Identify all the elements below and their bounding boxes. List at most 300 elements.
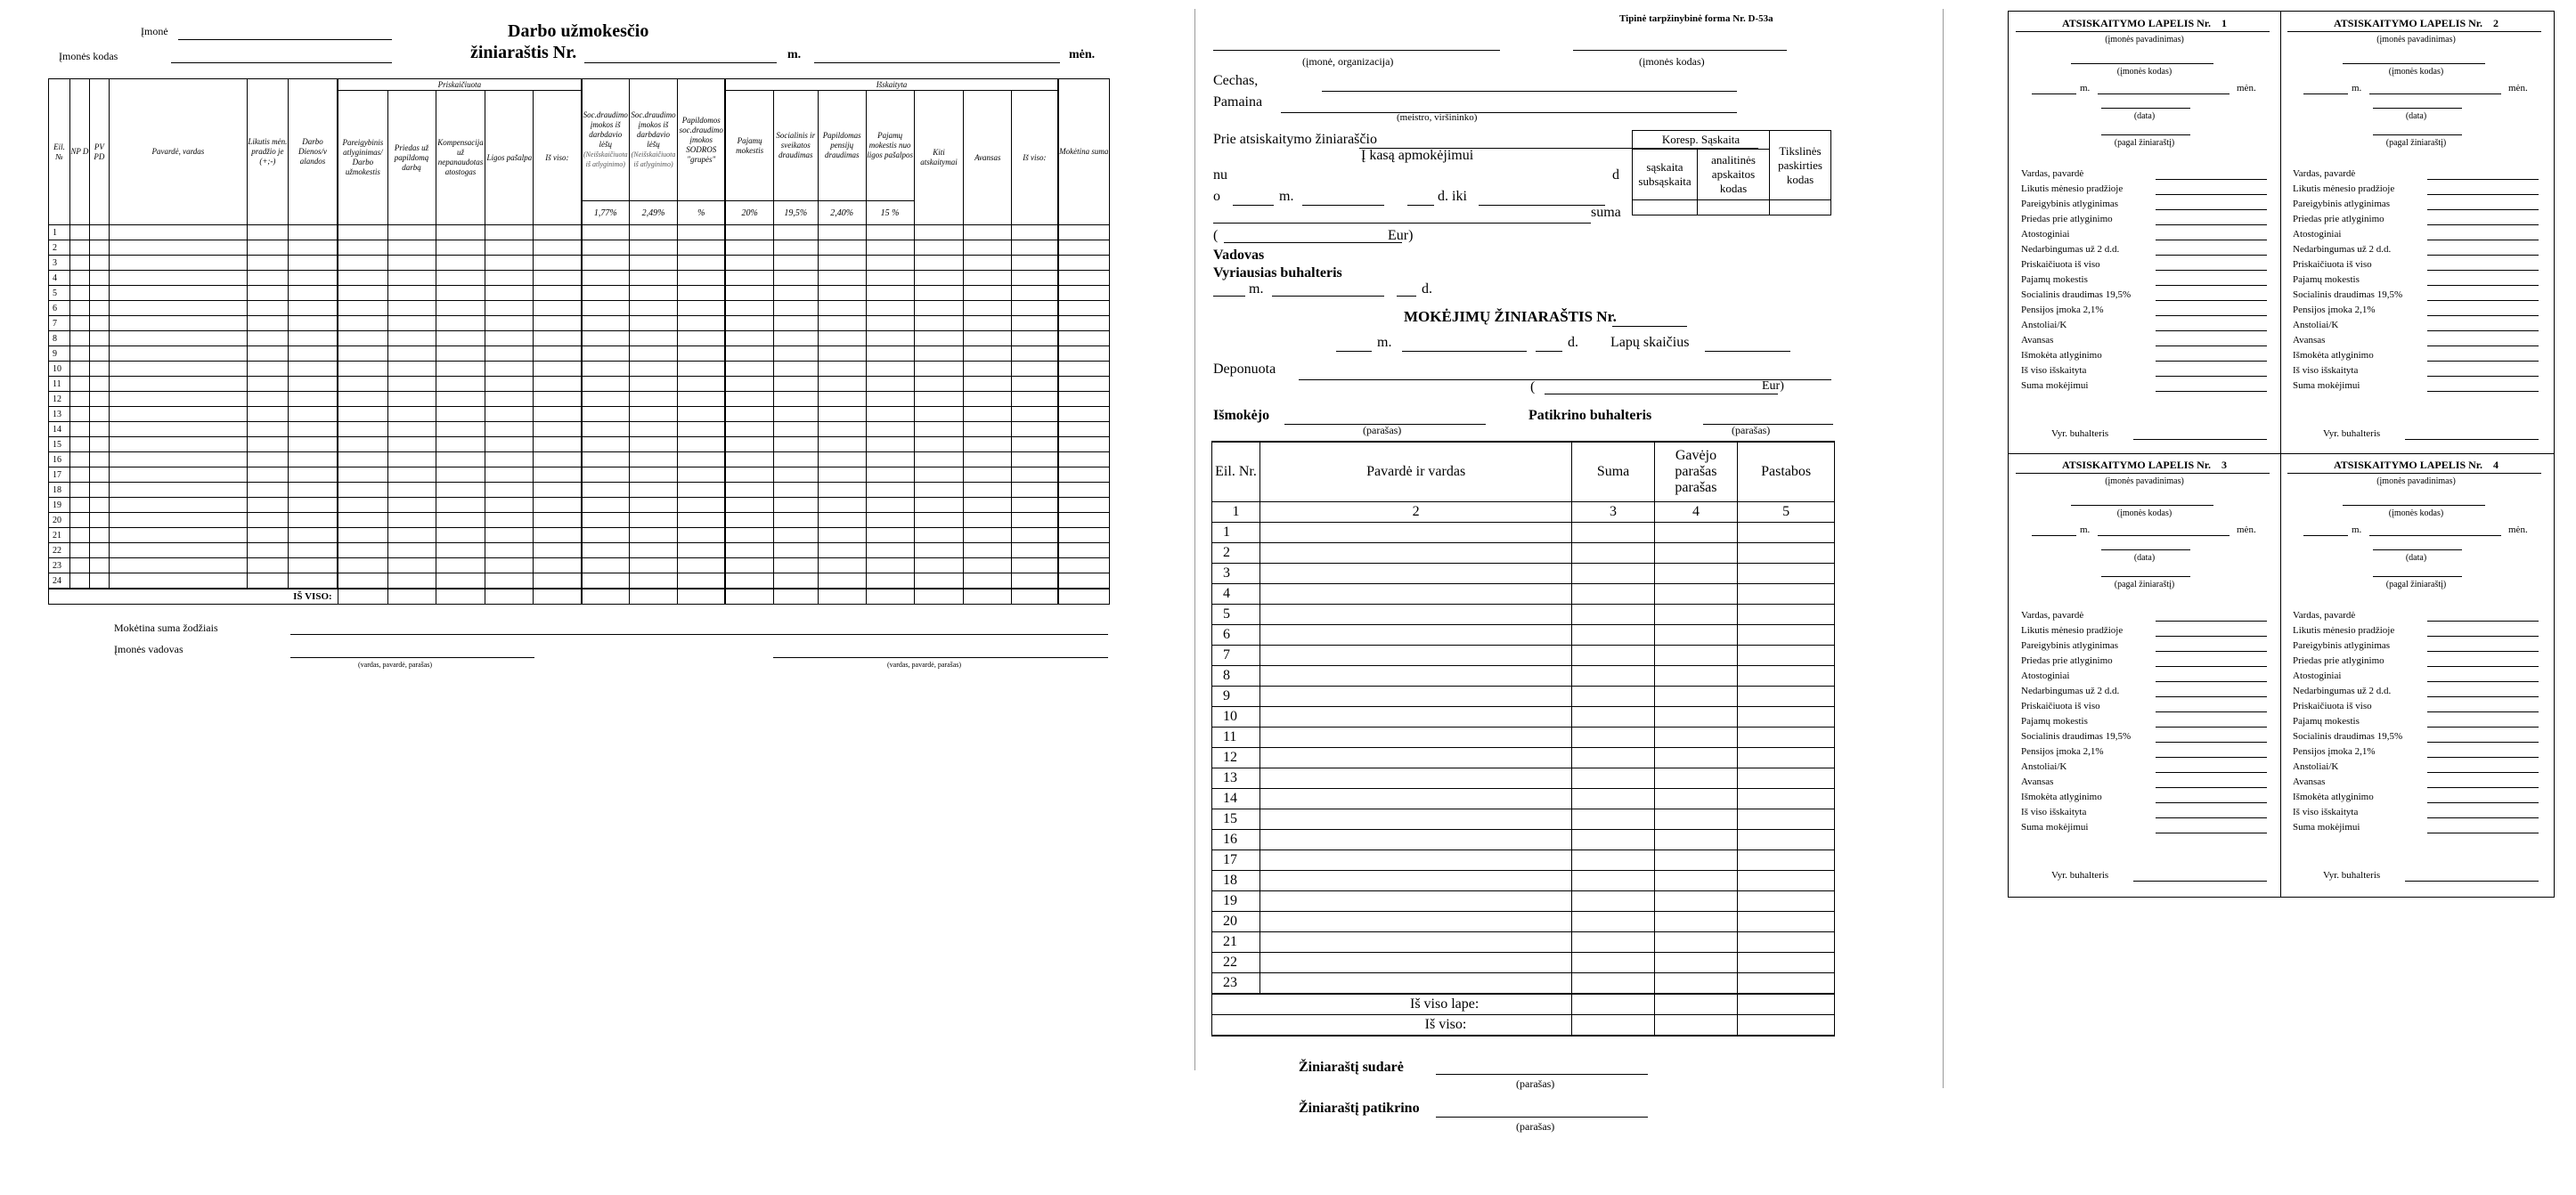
table-cell[interactable]	[582, 528, 630, 543]
slip-item-field[interactable]	[2427, 179, 2539, 180]
table-cell[interactable]	[109, 225, 247, 240]
table-cell[interactable]	[109, 558, 247, 573]
table-cell[interactable]	[89, 498, 109, 513]
slip-item-field[interactable]	[2156, 787, 2267, 788]
table-cell[interactable]	[534, 392, 582, 407]
table-cell[interactable]	[866, 225, 914, 240]
company-field[interactable]	[178, 39, 392, 40]
table-cell[interactable]	[436, 422, 485, 437]
table-cell[interactable]	[1572, 973, 1654, 995]
table-cell[interactable]	[387, 316, 436, 331]
table-cell[interactable]	[1572, 789, 1654, 809]
table-cell[interactable]	[109, 331, 247, 346]
table-cell[interactable]	[866, 392, 914, 407]
table-cell[interactable]	[109, 543, 247, 558]
table-cell[interactable]	[338, 452, 387, 467]
table-cell[interactable]	[1012, 407, 1058, 422]
slip-item-field[interactable]	[2427, 345, 2539, 346]
table-cell[interactable]	[964, 271, 1012, 286]
company-code-field[interactable]	[2071, 63, 2213, 64]
slip-pagal-field[interactable]	[2101, 576, 2190, 577]
table-cell[interactable]	[1572, 932, 1654, 953]
table-cell[interactable]	[338, 558, 387, 573]
table-cell[interactable]	[964, 362, 1012, 377]
slip-item-field[interactable]	[2156, 651, 2267, 652]
table-cell[interactable]	[387, 407, 436, 422]
table-cell[interactable]	[1058, 422, 1110, 437]
table-cell[interactable]	[247, 513, 288, 528]
sum-words-field[interactable]	[290, 634, 1108, 635]
table-cell[interactable]	[109, 407, 247, 422]
table-cell[interactable]	[485, 225, 534, 240]
table-cell[interactable]	[964, 437, 1012, 452]
table-cell[interactable]	[69, 467, 89, 483]
table-cell[interactable]	[485, 452, 534, 467]
table-cell[interactable]	[485, 543, 534, 558]
table-cell[interactable]	[69, 346, 89, 362]
table-cell[interactable]	[630, 558, 678, 573]
table-cell[interactable]	[1654, 912, 1737, 932]
table-cell[interactable]	[1012, 271, 1058, 286]
table-cell[interactable]	[630, 316, 678, 331]
table-cell[interactable]	[109, 483, 247, 498]
table-cell[interactable]	[1260, 809, 1572, 830]
table-cell[interactable]	[89, 467, 109, 483]
table-cell[interactable]	[1058, 286, 1110, 301]
table-cell[interactable]	[436, 316, 485, 331]
table-cell[interactable]	[725, 362, 773, 377]
table-cell[interactable]	[338, 225, 387, 240]
table-cell[interactable]	[582, 316, 630, 331]
table-cell[interactable]	[247, 377, 288, 392]
table-cell[interactable]	[89, 225, 109, 240]
table-cell[interactable]	[436, 558, 485, 573]
table-cell[interactable]	[1058, 377, 1110, 392]
year-field[interactable]	[1233, 205, 1274, 206]
table-cell[interactable]	[1572, 953, 1654, 973]
table-cell[interactable]	[1654, 584, 1737, 605]
table-cell[interactable]	[1012, 301, 1058, 316]
vyr-buh-year[interactable]	[1213, 296, 1245, 297]
table-cell[interactable]	[69, 240, 89, 256]
table-cell[interactable]	[436, 407, 485, 422]
table-cell[interactable]	[1654, 728, 1737, 748]
table-cell[interactable]	[914, 483, 964, 498]
table-cell[interactable]	[534, 240, 582, 256]
table-cell[interactable]	[247, 225, 288, 240]
table-cell[interactable]	[866, 331, 914, 346]
table-cell[interactable]	[247, 437, 288, 452]
table-cell[interactable]	[89, 377, 109, 392]
table-cell[interactable]	[436, 573, 485, 589]
table-cell[interactable]	[678, 422, 726, 437]
table-cell[interactable]	[725, 513, 773, 528]
table-cell[interactable]	[630, 483, 678, 498]
slip-item-field[interactable]	[2427, 651, 2539, 652]
table-cell[interactable]	[678, 331, 726, 346]
table-cell[interactable]	[1260, 728, 1572, 748]
table-cell[interactable]	[1260, 768, 1572, 789]
slip-item-field[interactable]	[2156, 224, 2267, 225]
table-cell[interactable]	[387, 225, 436, 240]
table-cell[interactable]	[109, 513, 247, 528]
table-cell[interactable]	[89, 543, 109, 558]
table-cell[interactable]	[485, 513, 534, 528]
table-cell[interactable]	[866, 407, 914, 422]
table-cell[interactable]	[630, 498, 678, 513]
table-cell[interactable]	[387, 346, 436, 362]
table-cell[interactable]	[485, 483, 534, 498]
table-cell[interactable]	[69, 225, 89, 240]
table-cell[interactable]	[1738, 666, 1835, 687]
table-cell[interactable]	[582, 362, 630, 377]
table-cell[interactable]	[678, 256, 726, 271]
table-cell[interactable]	[1738, 728, 1835, 748]
table-cell[interactable]	[485, 467, 534, 483]
table-cell[interactable]	[1738, 707, 1835, 728]
table-cell[interactable]	[89, 558, 109, 573]
slip-item-field[interactable]	[2427, 727, 2539, 728]
slip-item-field[interactable]	[2156, 696, 2267, 697]
slip-item-field[interactable]	[2427, 636, 2539, 637]
table-cell[interactable]	[338, 467, 387, 483]
table-cell[interactable]	[69, 573, 89, 589]
table-cell[interactable]	[288, 467, 338, 483]
company-name-field[interactable]	[2287, 473, 2541, 474]
table-cell[interactable]	[1654, 666, 1737, 687]
table-cell[interactable]	[1654, 564, 1737, 584]
table-cell[interactable]	[866, 467, 914, 483]
table-cell[interactable]	[89, 422, 109, 437]
table-cell[interactable]	[387, 240, 436, 256]
table-cell[interactable]	[725, 573, 773, 589]
table-cell[interactable]	[1012, 543, 1058, 558]
slip-item-field[interactable]	[2427, 681, 2539, 682]
table-cell[interactable]	[338, 240, 387, 256]
table-cell[interactable]	[964, 392, 1012, 407]
slip-item-field[interactable]	[2156, 285, 2267, 286]
table-cell[interactable]	[678, 452, 726, 467]
table-cell[interactable]	[964, 240, 1012, 256]
table-cell[interactable]	[485, 271, 534, 286]
slip-item-field[interactable]	[2156, 681, 2267, 682]
table-cell[interactable]	[818, 422, 866, 437]
table-cell[interactable]	[69, 543, 89, 558]
patikrino-field[interactable]	[1436, 1117, 1648, 1118]
slip-vyr-buh-field[interactable]	[2133, 439, 2267, 440]
table-cell[interactable]	[534, 543, 582, 558]
table-cell[interactable]	[247, 301, 288, 316]
table-cell[interactable]	[725, 483, 773, 498]
table-cell[interactable]	[1738, 953, 1835, 973]
table-cell[interactable]	[338, 528, 387, 543]
table-cell[interactable]	[582, 377, 630, 392]
slip-item-field[interactable]	[2156, 621, 2267, 622]
table-cell[interactable]	[630, 573, 678, 589]
table-cell[interactable]	[725, 467, 773, 483]
table-cell[interactable]	[725, 331, 773, 346]
table-cell[interactable]	[866, 240, 914, 256]
table-cell[interactable]	[866, 422, 914, 437]
table-cell[interactable]	[247, 407, 288, 422]
table-cell[interactable]	[1654, 707, 1737, 728]
koresp-cell[interactable]	[1633, 200, 1698, 215]
slip-item-field[interactable]	[2156, 727, 2267, 728]
table-cell[interactable]	[1058, 331, 1110, 346]
table-cell[interactable]	[288, 346, 338, 362]
lapu-field[interactable]	[1705, 351, 1790, 352]
table-cell[interactable]	[914, 407, 964, 422]
table-cell[interactable]	[1654, 748, 1737, 768]
table-cell[interactable]	[338, 437, 387, 452]
table-cell[interactable]	[818, 377, 866, 392]
table-cell[interactable]	[914, 573, 964, 589]
table-cell[interactable]	[773, 452, 818, 467]
table-cell[interactable]	[818, 225, 866, 240]
table-cell[interactable]	[582, 301, 630, 316]
table-cell[interactable]	[69, 483, 89, 498]
table-cell[interactable]	[818, 316, 866, 331]
table-cell[interactable]	[914, 225, 964, 240]
total-cell[interactable]	[436, 589, 485, 605]
table-cell[interactable]	[436, 256, 485, 271]
table-cell[interactable]	[1738, 830, 1835, 850]
table-cell[interactable]	[69, 392, 89, 407]
table-cell[interactable]	[109, 392, 247, 407]
table-cell[interactable]	[109, 437, 247, 452]
table-cell[interactable]	[866, 558, 914, 573]
table-cell[interactable]	[288, 543, 338, 558]
table-cell[interactable]	[436, 513, 485, 528]
slip-item-field[interactable]	[2156, 757, 2267, 758]
sudare-field[interactable]	[1436, 1074, 1648, 1075]
slip-date-field[interactable]	[2101, 108, 2190, 109]
table-cell[interactable]	[1012, 225, 1058, 240]
slip-month-field[interactable]	[2369, 535, 2501, 536]
table-cell[interactable]	[1058, 498, 1110, 513]
slip-item-field[interactable]	[2156, 802, 2267, 803]
table-cell[interactable]	[1738, 523, 1835, 543]
table-cell[interactable]	[725, 498, 773, 513]
table-cell[interactable]	[725, 377, 773, 392]
table-cell[interactable]	[1260, 871, 1572, 891]
table-cell[interactable]	[109, 422, 247, 437]
table-cell[interactable]	[1654, 687, 1737, 707]
table-cell[interactable]	[1058, 316, 1110, 331]
table-cell[interactable]	[725, 346, 773, 362]
table-cell[interactable]	[288, 437, 338, 452]
table-cell[interactable]	[247, 362, 288, 377]
table-cell[interactable]	[89, 573, 109, 589]
table-cell[interactable]	[109, 271, 247, 286]
slip-item-field[interactable]	[2427, 209, 2539, 210]
table-cell[interactable]	[109, 316, 247, 331]
table-cell[interactable]	[678, 407, 726, 422]
table-cell[interactable]	[1058, 271, 1110, 286]
table-cell[interactable]	[1654, 871, 1737, 891]
table-cell[interactable]	[773, 256, 818, 271]
table-cell[interactable]	[485, 331, 534, 346]
table-cell[interactable]	[1654, 932, 1737, 953]
table-cell[interactable]	[866, 346, 914, 362]
table-cell[interactable]	[485, 301, 534, 316]
table-cell[interactable]	[818, 467, 866, 483]
amount-words-field[interactable]	[1224, 242, 1402, 243]
table-cell[interactable]	[678, 362, 726, 377]
table-cell[interactable]	[534, 528, 582, 543]
table-cell[interactable]	[1738, 871, 1835, 891]
table-cell[interactable]	[387, 467, 436, 483]
table-cell[interactable]	[1654, 543, 1737, 564]
table-cell[interactable]	[89, 316, 109, 331]
org-code-field[interactable]	[1573, 50, 1787, 51]
table-cell[interactable]	[247, 498, 288, 513]
table-cell[interactable]	[818, 301, 866, 316]
table-cell[interactable]	[69, 362, 89, 377]
table-cell[interactable]	[630, 331, 678, 346]
table-cell[interactable]	[338, 513, 387, 528]
table-cell[interactable]	[1260, 564, 1572, 584]
table-cell[interactable]	[1012, 483, 1058, 498]
table-cell[interactable]	[1572, 728, 1654, 748]
slip-item-field[interactable]	[2427, 711, 2539, 712]
table-cell[interactable]	[866, 452, 914, 467]
table-cell[interactable]	[338, 483, 387, 498]
table-cell[interactable]	[582, 437, 630, 452]
table-cell[interactable]	[338, 331, 387, 346]
table-cell[interactable]	[247, 271, 288, 286]
table-cell[interactable]	[678, 225, 726, 240]
total-cell[interactable]	[1058, 589, 1110, 605]
table-cell[interactable]	[338, 422, 387, 437]
table-cell[interactable]	[1260, 605, 1572, 625]
table-cell[interactable]	[288, 422, 338, 437]
table-cell[interactable]	[725, 271, 773, 286]
table-cell[interactable]	[582, 558, 630, 573]
table-cell[interactable]	[1012, 467, 1058, 483]
table-cell[interactable]	[1058, 346, 1110, 362]
slip-vyr-buh-field[interactable]	[2405, 881, 2539, 882]
table-cell[interactable]	[485, 558, 534, 573]
table-cell[interactable]	[1012, 392, 1058, 407]
table-cell[interactable]	[1260, 687, 1572, 707]
table-cell[interactable]	[678, 286, 726, 301]
table-cell[interactable]	[485, 422, 534, 437]
table-cell[interactable]	[964, 286, 1012, 301]
to-field[interactable]	[1479, 205, 1605, 206]
table-cell[interactable]	[387, 483, 436, 498]
table-cell[interactable]	[1654, 973, 1737, 995]
table-cell[interactable]	[582, 331, 630, 346]
table-cell[interactable]	[534, 452, 582, 467]
table-cell[interactable]	[818, 240, 866, 256]
table-cell[interactable]	[630, 301, 678, 316]
table-cell[interactable]	[387, 452, 436, 467]
table-cell[interactable]	[534, 513, 582, 528]
table-cell[interactable]	[678, 573, 726, 589]
table-cell[interactable]	[914, 301, 964, 316]
table-cell[interactable]	[773, 407, 818, 422]
slip-month-field[interactable]	[2369, 93, 2501, 94]
total-cell[interactable]	[1738, 1015, 1835, 1036]
table-cell[interactable]	[866, 528, 914, 543]
table-cell[interactable]	[1058, 392, 1110, 407]
table-cell[interactable]	[247, 331, 288, 346]
table-cell[interactable]	[485, 256, 534, 271]
table-cell[interactable]	[387, 513, 436, 528]
table-cell[interactable]	[964, 377, 1012, 392]
slip-item-field[interactable]	[2156, 255, 2267, 256]
table-cell[interactable]	[773, 437, 818, 452]
table-cell[interactable]	[534, 498, 582, 513]
table-cell[interactable]	[89, 240, 109, 256]
slip-item-field[interactable]	[2427, 666, 2539, 667]
table-cell[interactable]	[1260, 830, 1572, 850]
day-from-field[interactable]	[1407, 205, 1434, 206]
table-cell[interactable]	[1058, 513, 1110, 528]
table-cell[interactable]	[1012, 558, 1058, 573]
table-cell[interactable]	[69, 452, 89, 467]
company-code-field[interactable]	[2071, 505, 2213, 506]
table-cell[interactable]	[1058, 256, 1110, 271]
slip-item-field[interactable]	[2427, 315, 2539, 316]
table-cell[interactable]	[1738, 543, 1835, 564]
company-code-field[interactable]	[2343, 505, 2485, 506]
table-cell[interactable]	[69, 407, 89, 422]
table-cell[interactable]	[1012, 573, 1058, 589]
slip-item-field[interactable]	[2427, 817, 2539, 818]
table-cell[interactable]	[582, 271, 630, 286]
table-cell[interactable]	[1012, 528, 1058, 543]
table-cell[interactable]	[485, 316, 534, 331]
table-cell[interactable]	[534, 256, 582, 271]
table-cell[interactable]	[1738, 973, 1835, 995]
slip-item-field[interactable]	[2156, 345, 2267, 346]
total-cell[interactable]	[485, 589, 534, 605]
company-name-field[interactable]	[2016, 473, 2270, 474]
slip-item-field[interactable]	[2156, 194, 2267, 195]
table-cell[interactable]	[534, 483, 582, 498]
table-cell[interactable]	[866, 498, 914, 513]
table-cell[interactable]	[866, 483, 914, 498]
slip-item-field[interactable]	[2156, 666, 2267, 667]
table-cell[interactable]	[288, 362, 338, 377]
table-cell[interactable]	[1738, 646, 1835, 666]
table-cell[interactable]	[89, 528, 109, 543]
table-cell[interactable]	[338, 407, 387, 422]
table-cell[interactable]	[247, 467, 288, 483]
table-cell[interactable]	[534, 271, 582, 286]
table-cell[interactable]	[387, 392, 436, 407]
table-cell[interactable]	[247, 422, 288, 437]
table-cell[interactable]	[1260, 973, 1572, 995]
table-cell[interactable]	[89, 437, 109, 452]
table-cell[interactable]	[914, 331, 964, 346]
slip-item-field[interactable]	[2427, 194, 2539, 195]
table-cell[interactable]	[866, 301, 914, 316]
koresp-cell[interactable]	[1770, 200, 1831, 215]
table-cell[interactable]	[818, 271, 866, 286]
mok-month[interactable]	[1402, 351, 1527, 352]
table-cell[interactable]	[247, 346, 288, 362]
table-cell[interactable]	[1058, 240, 1110, 256]
table-cell[interactable]	[582, 392, 630, 407]
table-cell[interactable]	[1260, 543, 1572, 564]
table-cell[interactable]	[1572, 605, 1654, 625]
slip-item-field[interactable]	[2156, 772, 2267, 773]
table-cell[interactable]	[247, 558, 288, 573]
slip-month-field[interactable]	[2098, 535, 2230, 536]
